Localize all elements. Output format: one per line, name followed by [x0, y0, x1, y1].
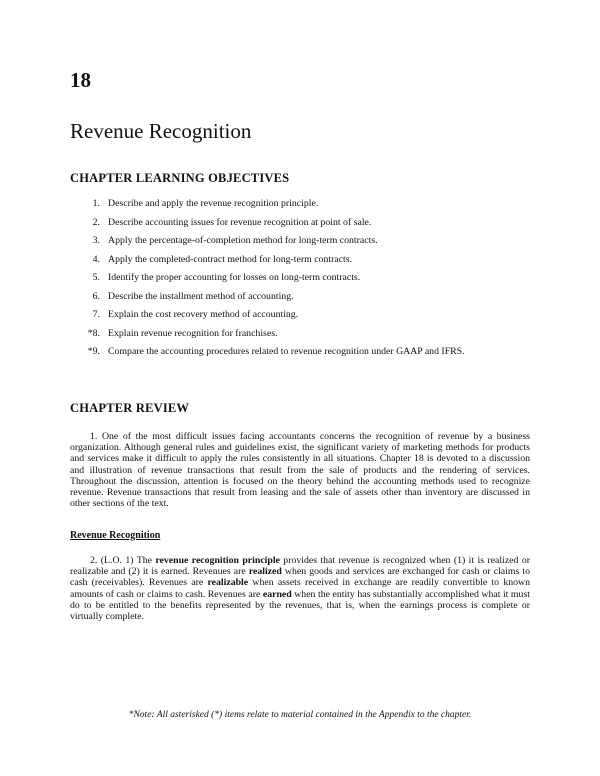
term-revenue-recognition-principle: revenue recognition principle: [155, 555, 280, 566]
objective-number: 7.: [92, 309, 100, 320]
objective-item: [70, 198, 540, 217]
objective-number: 1.: [92, 198, 100, 209]
term-earned: earned: [262, 588, 292, 600]
objective-text: Explain the cost recovery method of accounting.: [108, 309, 299, 320]
objective-item: [70, 328, 540, 347]
objective-number: 6.: [92, 290, 100, 302]
objective-text: Compare the accounting procedures related to revenue recognition under GAAP and IFRS.: [108, 346, 465, 357]
objective-number: 4.: [92, 253, 100, 265]
objective-text: Describe the installment method of accounting.: [108, 290, 294, 302]
objective-text: Describe and apply the revenue recognition principle.: [108, 198, 319, 209]
objective-number: 5.: [92, 272, 100, 283]
para2-text: when goods and services are exchanged for cash or claims to cash (receivables). Revenues are: [70, 566, 530, 589]
objective-item: [70, 309, 540, 328]
objective-number: 2.: [92, 216, 100, 228]
para2-text: 2. (L.O. 1) The: [90, 555, 156, 566]
objective-item: [70, 235, 540, 254]
objective-item: [70, 291, 540, 310]
revenue-recognition-subheading: Revenue Recognition: [70, 530, 161, 541]
objective-item: [70, 346, 540, 365]
objective-text: Identify the proper accounting for losses on long-term contracts.: [108, 272, 361, 283]
objective-text: Explain revenue recognition for franchises.: [108, 327, 278, 339]
para2-text: when the entity has substantially accomplished what it must do to be entitled to the benefits represented by the revenues, that is, when the earnings process is complete or virtually complete.: [70, 588, 530, 623]
para2-text: provides that revenue is recognized when (1) it is realized or realizable and (2) it is earned. Revenues are: [70, 555, 530, 578]
objective-item: [70, 217, 540, 236]
objective-item: [70, 254, 540, 273]
objectives-list: [70, 198, 540, 365]
para2-text: when assets received in exchange are readily convertible to known amounts of cash or claims to cash. Revenues are: [70, 577, 530, 600]
chapter-number: 18: [70, 68, 91, 92]
review-paragraph-2: [70, 555, 530, 622]
chapter-title: Revenue Recognition: [70, 119, 252, 143]
objective-text: Apply the completed-contract method for long-term contracts.: [108, 253, 353, 265]
term-realized: realized: [248, 566, 282, 578]
objective-item: [70, 272, 540, 291]
objective-number: *8.: [87, 327, 100, 339]
objective-number: *9.: [87, 346, 100, 357]
term-realizable: realizable: [207, 577, 249, 589]
objective-number: 3.: [92, 235, 100, 246]
objective-text: Apply the percentage-of-completion method for long-term contracts.: [108, 235, 378, 246]
appendix-footnote: *Note: All asterisked (*) items relate to material contained in the Appendix to the chapter.: [128, 710, 472, 720]
objective-text: Describe accounting issues for revenue recognition at point of sale.: [108, 216, 372, 228]
review-heading: CHAPTER REVIEW: [70, 401, 190, 415]
objectives-heading: CHAPTER LEARNING OBJECTIVES: [70, 171, 290, 185]
review-paragraph-1: 1. One of the most difficult issues facing accountants concerns the recognition of revenue by a business organization. Although general rules and guidelines exist, the significant variety of marketing methods for products and services make it difficult to apply the rules consistently in all situations. Chapter 18 is devoted to a discussion and illustration of revenue transactions that result from the sale of products and the rendering of services. Throughout the discussion, attention is focused on the theory behind the accounting methods used to recognize revenue. Revenue transactions that result from leasing and the sale of assets other than inventory are discussed in other sections of the text.: [70, 431, 530, 510]
